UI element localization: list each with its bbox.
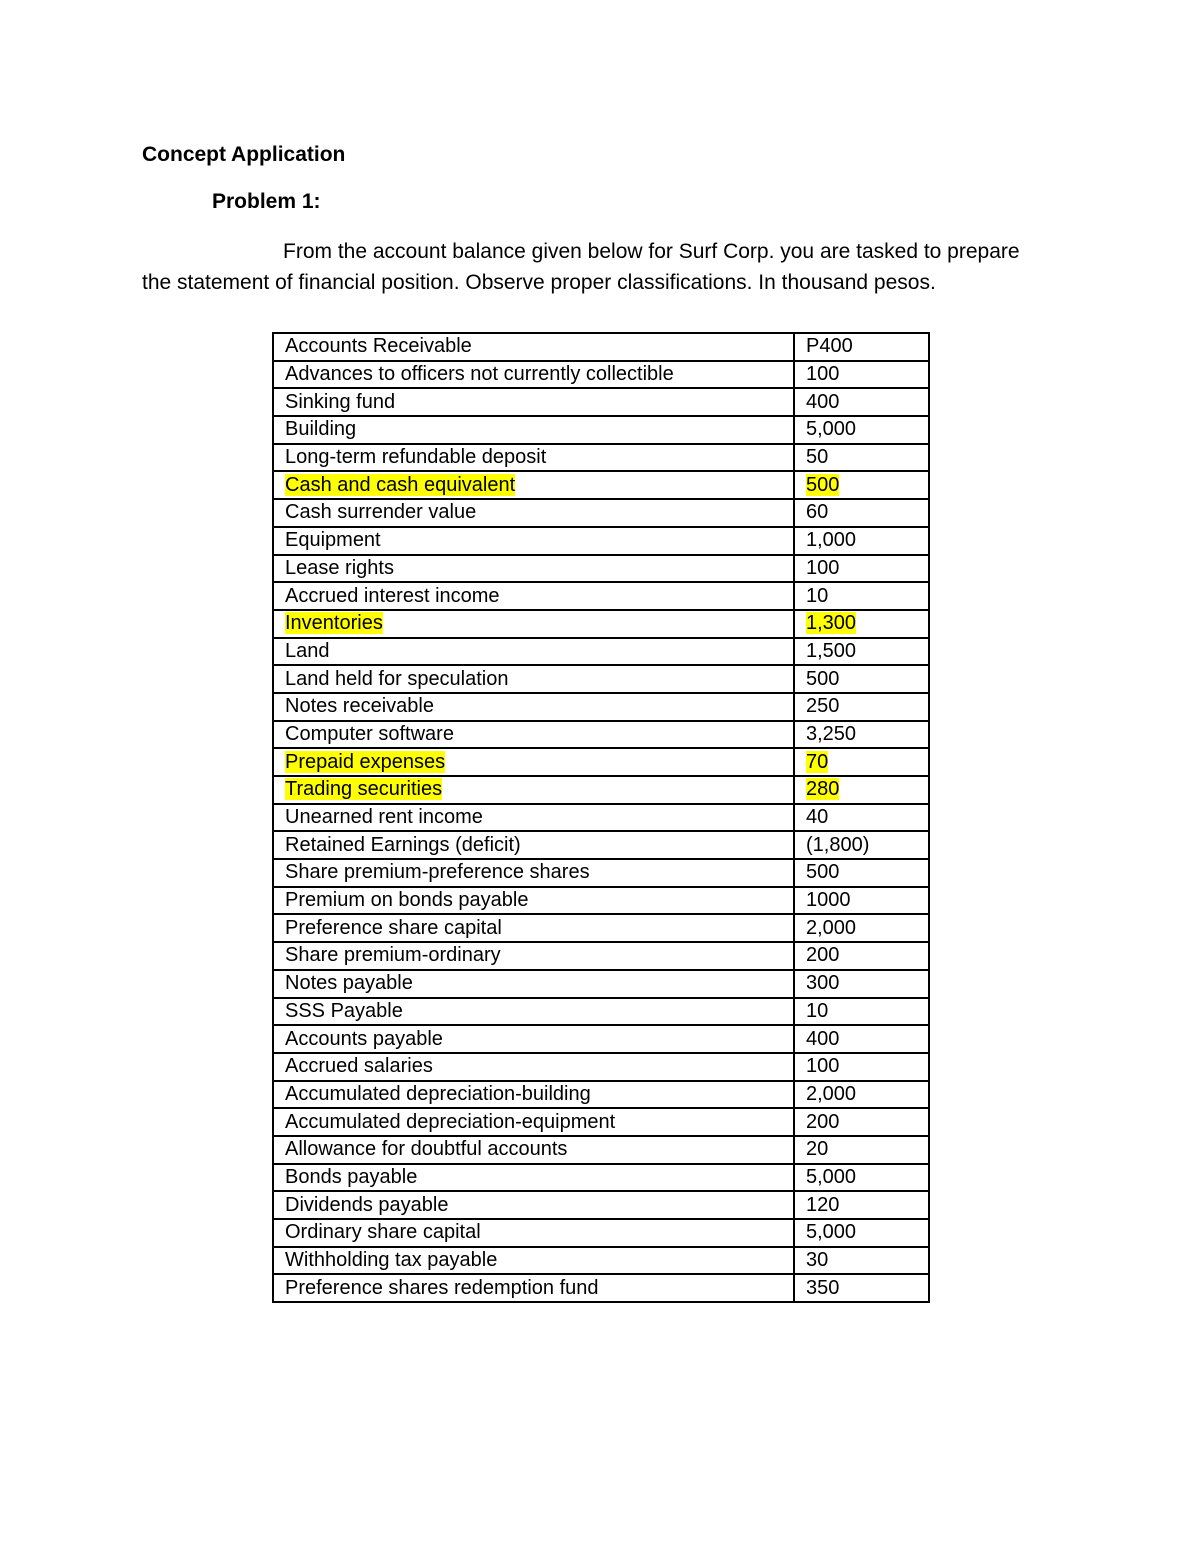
account-amount: 400 <box>806 390 840 413</box>
account-cell <box>273 887 794 915</box>
account-name: Unearned rent income <box>285 806 483 829</box>
account-cell <box>273 831 794 859</box>
table-row <box>273 1274 929 1302</box>
amount-cell <box>794 638 929 666</box>
account-cell <box>273 776 794 804</box>
account-cell <box>273 1219 794 1247</box>
table-row <box>273 831 929 859</box>
instructions-paragraph: From the account balance given below for Surf Corp. you are tasked to prepare the statement of financial position. Observe proper classifications. In thousand pesos. <box>142 240 1020 294</box>
account-name: Sinking fund <box>285 390 396 413</box>
amount-cell <box>794 610 929 638</box>
amount-cell <box>794 1164 929 1192</box>
account-name: Accounts Receivable <box>285 335 472 358</box>
amount-cell <box>794 1274 929 1302</box>
account-name: Computer software <box>285 722 454 745</box>
table-row <box>273 1219 929 1247</box>
amount-cell <box>794 914 929 942</box>
account-amount: 100 <box>806 556 840 579</box>
account-name: Accrued salaries <box>285 1055 433 1078</box>
amount-cell <box>794 1136 929 1164</box>
table-row <box>273 721 929 749</box>
account-name: Land held for speculation <box>285 667 509 690</box>
table-row <box>273 582 929 610</box>
amount-cell <box>794 444 929 472</box>
account-cell <box>273 527 794 555</box>
account-name: Prepaid expenses <box>285 750 446 773</box>
account-amount: 400 <box>806 1027 840 1050</box>
amount-cell <box>794 499 929 527</box>
table-row <box>273 444 929 472</box>
account-amount: 5,000 <box>806 1165 857 1188</box>
account-name: Withholding tax payable <box>285 1249 498 1272</box>
amount-cell <box>794 361 929 389</box>
amount-cell <box>794 887 929 915</box>
table-row <box>273 970 929 998</box>
amount-cell <box>794 416 929 444</box>
account-amount: 100 <box>806 363 840 386</box>
account-cell <box>273 499 794 527</box>
account-cell <box>273 748 794 776</box>
table-row <box>273 333 929 361</box>
account-cell <box>273 1191 794 1219</box>
account-name: Advances to officers not currently collectible <box>285 363 674 386</box>
account-amount: 250 <box>806 695 840 718</box>
table-row <box>273 859 929 887</box>
account-amount: 350 <box>806 1276 840 1299</box>
table-row <box>273 693 929 721</box>
account-cell <box>273 638 794 666</box>
table-row <box>273 471 929 499</box>
account-cell <box>273 998 794 1026</box>
account-name: Share premium-preference shares <box>285 861 590 884</box>
account-amount: 60 <box>806 501 829 524</box>
table-row <box>273 499 929 527</box>
account-amount: 300 <box>806 972 840 995</box>
amount-cell <box>794 1219 929 1247</box>
account-cell <box>273 859 794 887</box>
table-row <box>273 998 929 1026</box>
account-amount: 1,300 <box>806 612 857 635</box>
account-name: Accounts payable <box>285 1027 443 1050</box>
account-amount: 3,250 <box>806 722 857 745</box>
account-amount: 500 <box>806 667 840 690</box>
table-row <box>273 1053 929 1081</box>
table-row <box>273 1164 929 1192</box>
account-name: Retained Earnings (deficit) <box>285 833 521 856</box>
account-cell <box>273 1274 794 1302</box>
account-cell <box>273 610 794 638</box>
table-row <box>273 1136 929 1164</box>
table-row <box>273 361 929 389</box>
account-name: Cash and cash equivalent <box>285 473 516 496</box>
account-amount: P400 <box>806 335 853 358</box>
account-name: Trading securities <box>285 778 443 801</box>
amount-cell <box>794 721 929 749</box>
table-row <box>273 1191 929 1219</box>
account-cell <box>273 361 794 389</box>
account-amount: 20 <box>806 1138 829 1161</box>
account-cell <box>273 804 794 832</box>
table-row <box>273 804 929 832</box>
table-row <box>273 610 929 638</box>
account-name: Building <box>285 418 357 441</box>
account-name: Cash surrender value <box>285 501 477 524</box>
account-cell <box>273 471 794 499</box>
table-row <box>273 1081 929 1109</box>
amount-cell <box>794 776 929 804</box>
account-name: Share premium-ordinary <box>285 944 501 967</box>
account-cell <box>273 582 794 610</box>
account-amount: 500 <box>806 473 840 496</box>
table-row <box>273 1108 929 1136</box>
amount-cell <box>794 1191 929 1219</box>
account-cell <box>273 665 794 693</box>
amount-cell <box>794 1081 929 1109</box>
amount-cell <box>794 1025 929 1053</box>
amount-cell <box>794 665 929 693</box>
account-amount: 100 <box>806 1055 840 1078</box>
table-row <box>273 388 929 416</box>
account-amount: 10 <box>806 584 829 607</box>
table-row <box>273 776 929 804</box>
account-amount: 30 <box>806 1249 829 1272</box>
account-amount: 500 <box>806 861 840 884</box>
account-cell <box>273 388 794 416</box>
account-name: Lease rights <box>285 556 394 579</box>
account-amount: 1,500 <box>806 639 857 662</box>
account-amount: 280 <box>806 778 840 801</box>
account-name: Accumulated depreciation-equipment <box>285 1110 616 1133</box>
amount-cell <box>794 1053 929 1081</box>
table-row <box>273 942 929 970</box>
account-amount: 1000 <box>806 889 851 912</box>
amount-cell <box>794 859 929 887</box>
account-cell <box>273 1025 794 1053</box>
account-balances-body <box>273 333 929 1302</box>
account-amount: 40 <box>806 806 829 829</box>
account-cell <box>273 1136 794 1164</box>
account-name: Accrued interest income <box>285 584 500 607</box>
account-cell <box>273 444 794 472</box>
account-name: Ordinary share capital <box>285 1221 481 1244</box>
account-name: Allowance for doubtful accounts <box>285 1138 568 1161</box>
account-cell <box>273 416 794 444</box>
amount-cell <box>794 942 929 970</box>
table-row <box>273 748 929 776</box>
table-row <box>273 416 929 444</box>
account-name: Long-term refundable deposit <box>285 446 547 469</box>
account-amount: 2,000 <box>806 916 857 939</box>
amount-cell <box>794 998 929 1026</box>
amount-cell <box>794 471 929 499</box>
table-row <box>273 887 929 915</box>
amount-cell <box>794 748 929 776</box>
table-row <box>273 1025 929 1053</box>
account-name: Accumulated depreciation-building <box>285 1082 591 1105</box>
account-cell <box>273 1247 794 1275</box>
amount-cell <box>794 1247 929 1275</box>
table-row <box>273 555 929 583</box>
account-cell <box>273 1053 794 1081</box>
account-amount: 120 <box>806 1193 840 1216</box>
account-amount: 5,000 <box>806 418 857 441</box>
account-cell <box>273 942 794 970</box>
account-amount: 70 <box>806 750 829 773</box>
table-row <box>273 527 929 555</box>
account-balances-table <box>272 332 930 1303</box>
amount-cell <box>794 527 929 555</box>
account-cell <box>273 1108 794 1136</box>
account-name: Premium on bonds payable <box>285 889 529 912</box>
amount-cell <box>794 804 929 832</box>
account-cell <box>273 1081 794 1109</box>
amount-cell <box>794 333 929 361</box>
account-amount: 200 <box>806 944 840 967</box>
account-amount: 10 <box>806 999 829 1022</box>
amount-cell <box>794 1108 929 1136</box>
account-name: Preference share capital <box>285 916 502 939</box>
account-name: Inventories <box>285 612 383 635</box>
account-amount: 50 <box>806 446 829 469</box>
account-cell <box>273 693 794 721</box>
account-cell <box>273 721 794 749</box>
account-cell <box>273 333 794 361</box>
account-amount: 2,000 <box>806 1082 857 1105</box>
amount-cell <box>794 970 929 998</box>
account-name: Dividends payable <box>285 1193 449 1216</box>
account-name: Notes payable <box>285 972 413 995</box>
amount-cell <box>794 582 929 610</box>
amount-cell <box>794 693 929 721</box>
account-cell <box>273 914 794 942</box>
page-title: Concept Application <box>142 143 346 166</box>
account-amount: (1,800) <box>806 833 870 856</box>
account-name: Bonds payable <box>285 1165 418 1188</box>
amount-cell <box>794 388 929 416</box>
account-name: SSS Payable <box>285 999 403 1022</box>
amount-cell <box>794 831 929 859</box>
account-name: Preference shares redemption fund <box>285 1276 599 1299</box>
account-name: Equipment <box>285 529 381 552</box>
table-row <box>273 1247 929 1275</box>
table-row <box>273 638 929 666</box>
table-row <box>273 665 929 693</box>
account-amount: 200 <box>806 1110 840 1133</box>
account-amount: 5,000 <box>806 1221 857 1244</box>
account-name: Notes receivable <box>285 695 434 718</box>
table-row <box>273 914 929 942</box>
account-cell <box>273 555 794 583</box>
account-amount: 1,000 <box>806 529 857 552</box>
account-cell <box>273 1164 794 1192</box>
account-name: Land <box>285 639 330 662</box>
problem-label: Problem 1: <box>212 190 321 213</box>
amount-cell <box>794 555 929 583</box>
account-cell <box>273 970 794 998</box>
